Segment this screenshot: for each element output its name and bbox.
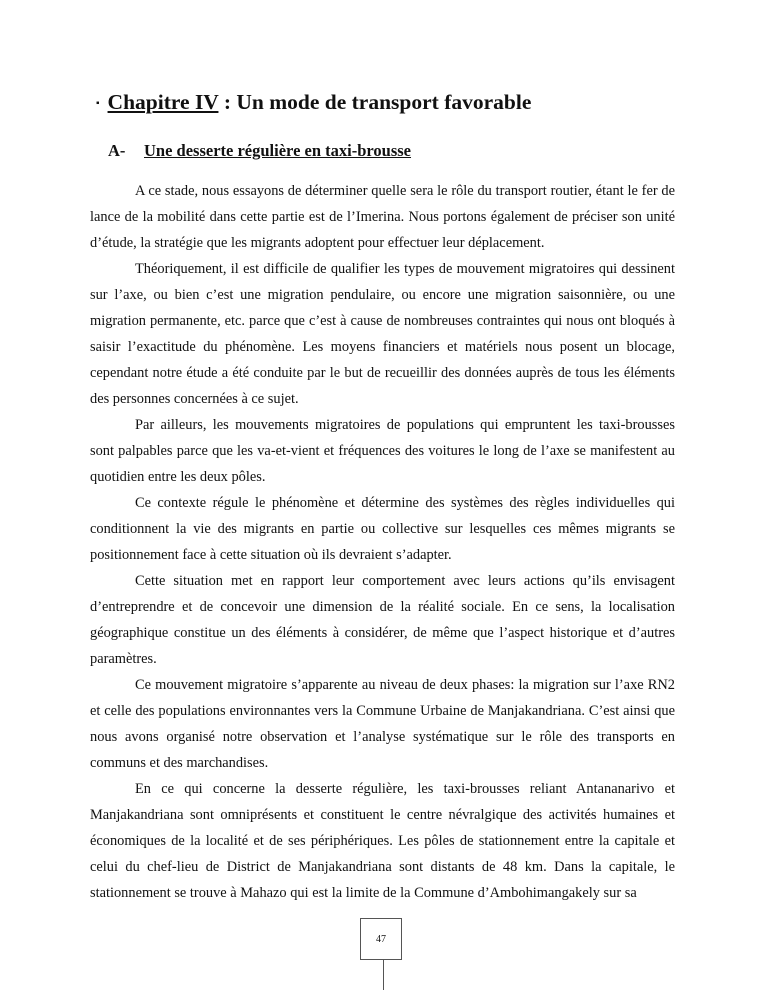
section-heading [108, 139, 708, 163]
body-text [90, 178, 675, 906]
chapter-label: Chapitre IV [107, 90, 219, 114]
section-title: Une desserte régulière en taxi-brousse [144, 141, 412, 160]
paragraph: Cette situation met en rapport leur comportement avec leurs actions qu’ils envisagent d’entreprendre et de concevoir une dimension de la réalité sociale. En ce sens, la localisation géographique constitue un des éléments à considérer, de même que l’aspect historique et d’autres paramètres. [90, 573, 675, 667]
paragraph: Théoriquement, il est difficile de qualifier les types de mouvement migratoires qui dessinent sur l’axe, ou bien c’est une migration pendulaire, ou encore une migration saisonnière, ou une migration permanente, etc. parce que c’est à cause de nombreuses contraintes qui nous ont bloqués à saisir l’exactitude du phénomène. Les moyens financiers et matériels nous posent un blocage, cependant notre étude a été conduite par le but de recueillir des données auprès de tous les éléments des personnes concernées à ce sujet. [90, 261, 675, 407]
page-number: 47 [360, 918, 402, 960]
paragraph: Ce contexte régule le phénomène et détermine des systèmes des règles individuelles qui conditionnent la vie des migrants en partie ou collective sur lesquelles ces mêmes migrants se positionnement face à cette situation où ils devraient s’adapter. [90, 495, 675, 563]
paragraph: Par ailleurs, les mouvements migratoires de populations qui empruntent les taxi-brousses sont palpables parce que les va-et-vient et fréquences des voitures le long de l’axe se manifestent au quotidien entre les deux pôles. [90, 417, 675, 485]
paragraph: A ce stade, nous essayons de déterminer quelle sera le rôle du transport routier, étant le fer de lance de la mobilité dans cette partie est de l’Imerina. Nous portons également de préciser son unité d’étude, la stratégie que les migrants adoptent pour effectuer leur déplacement. [90, 183, 675, 251]
chapter-heading [96, 88, 716, 121]
chapter-title: : Un mode de transport favorable [218, 90, 532, 114]
paragraph: Ce mouvement migratoire s’apparente au niveau de deux phases: la migration sur l’axe RN2 et celle des populations environnantes vers la Commune Urbaine de Manjakandriana. C’est ainsi que nous avons organisé notre observation et l’analyse systématique sur le rôle des transports en communs et des marchandises. [90, 677, 675, 771]
section-letter: A- [108, 141, 126, 160]
page-number-line [383, 960, 384, 990]
bullet-icon: ▪ [96, 98, 100, 109]
paragraph: En ce qui concerne la desserte régulière, les taxi-brousses reliant Antananarivo et Manjakandriana sont omniprésents et constituent le centre névralgique des activités humaines et économiques de la localité et de ses périphériques. Les pôles de stationnement entre la capitale et celui du chef-lieu de District de Manjakandriana sont distants de 48 km. Dans la capitale, le stationnement se trouve à Mahazo qui est la limite de la Commune d’Ambohimangakely sur sa [90, 781, 675, 901]
